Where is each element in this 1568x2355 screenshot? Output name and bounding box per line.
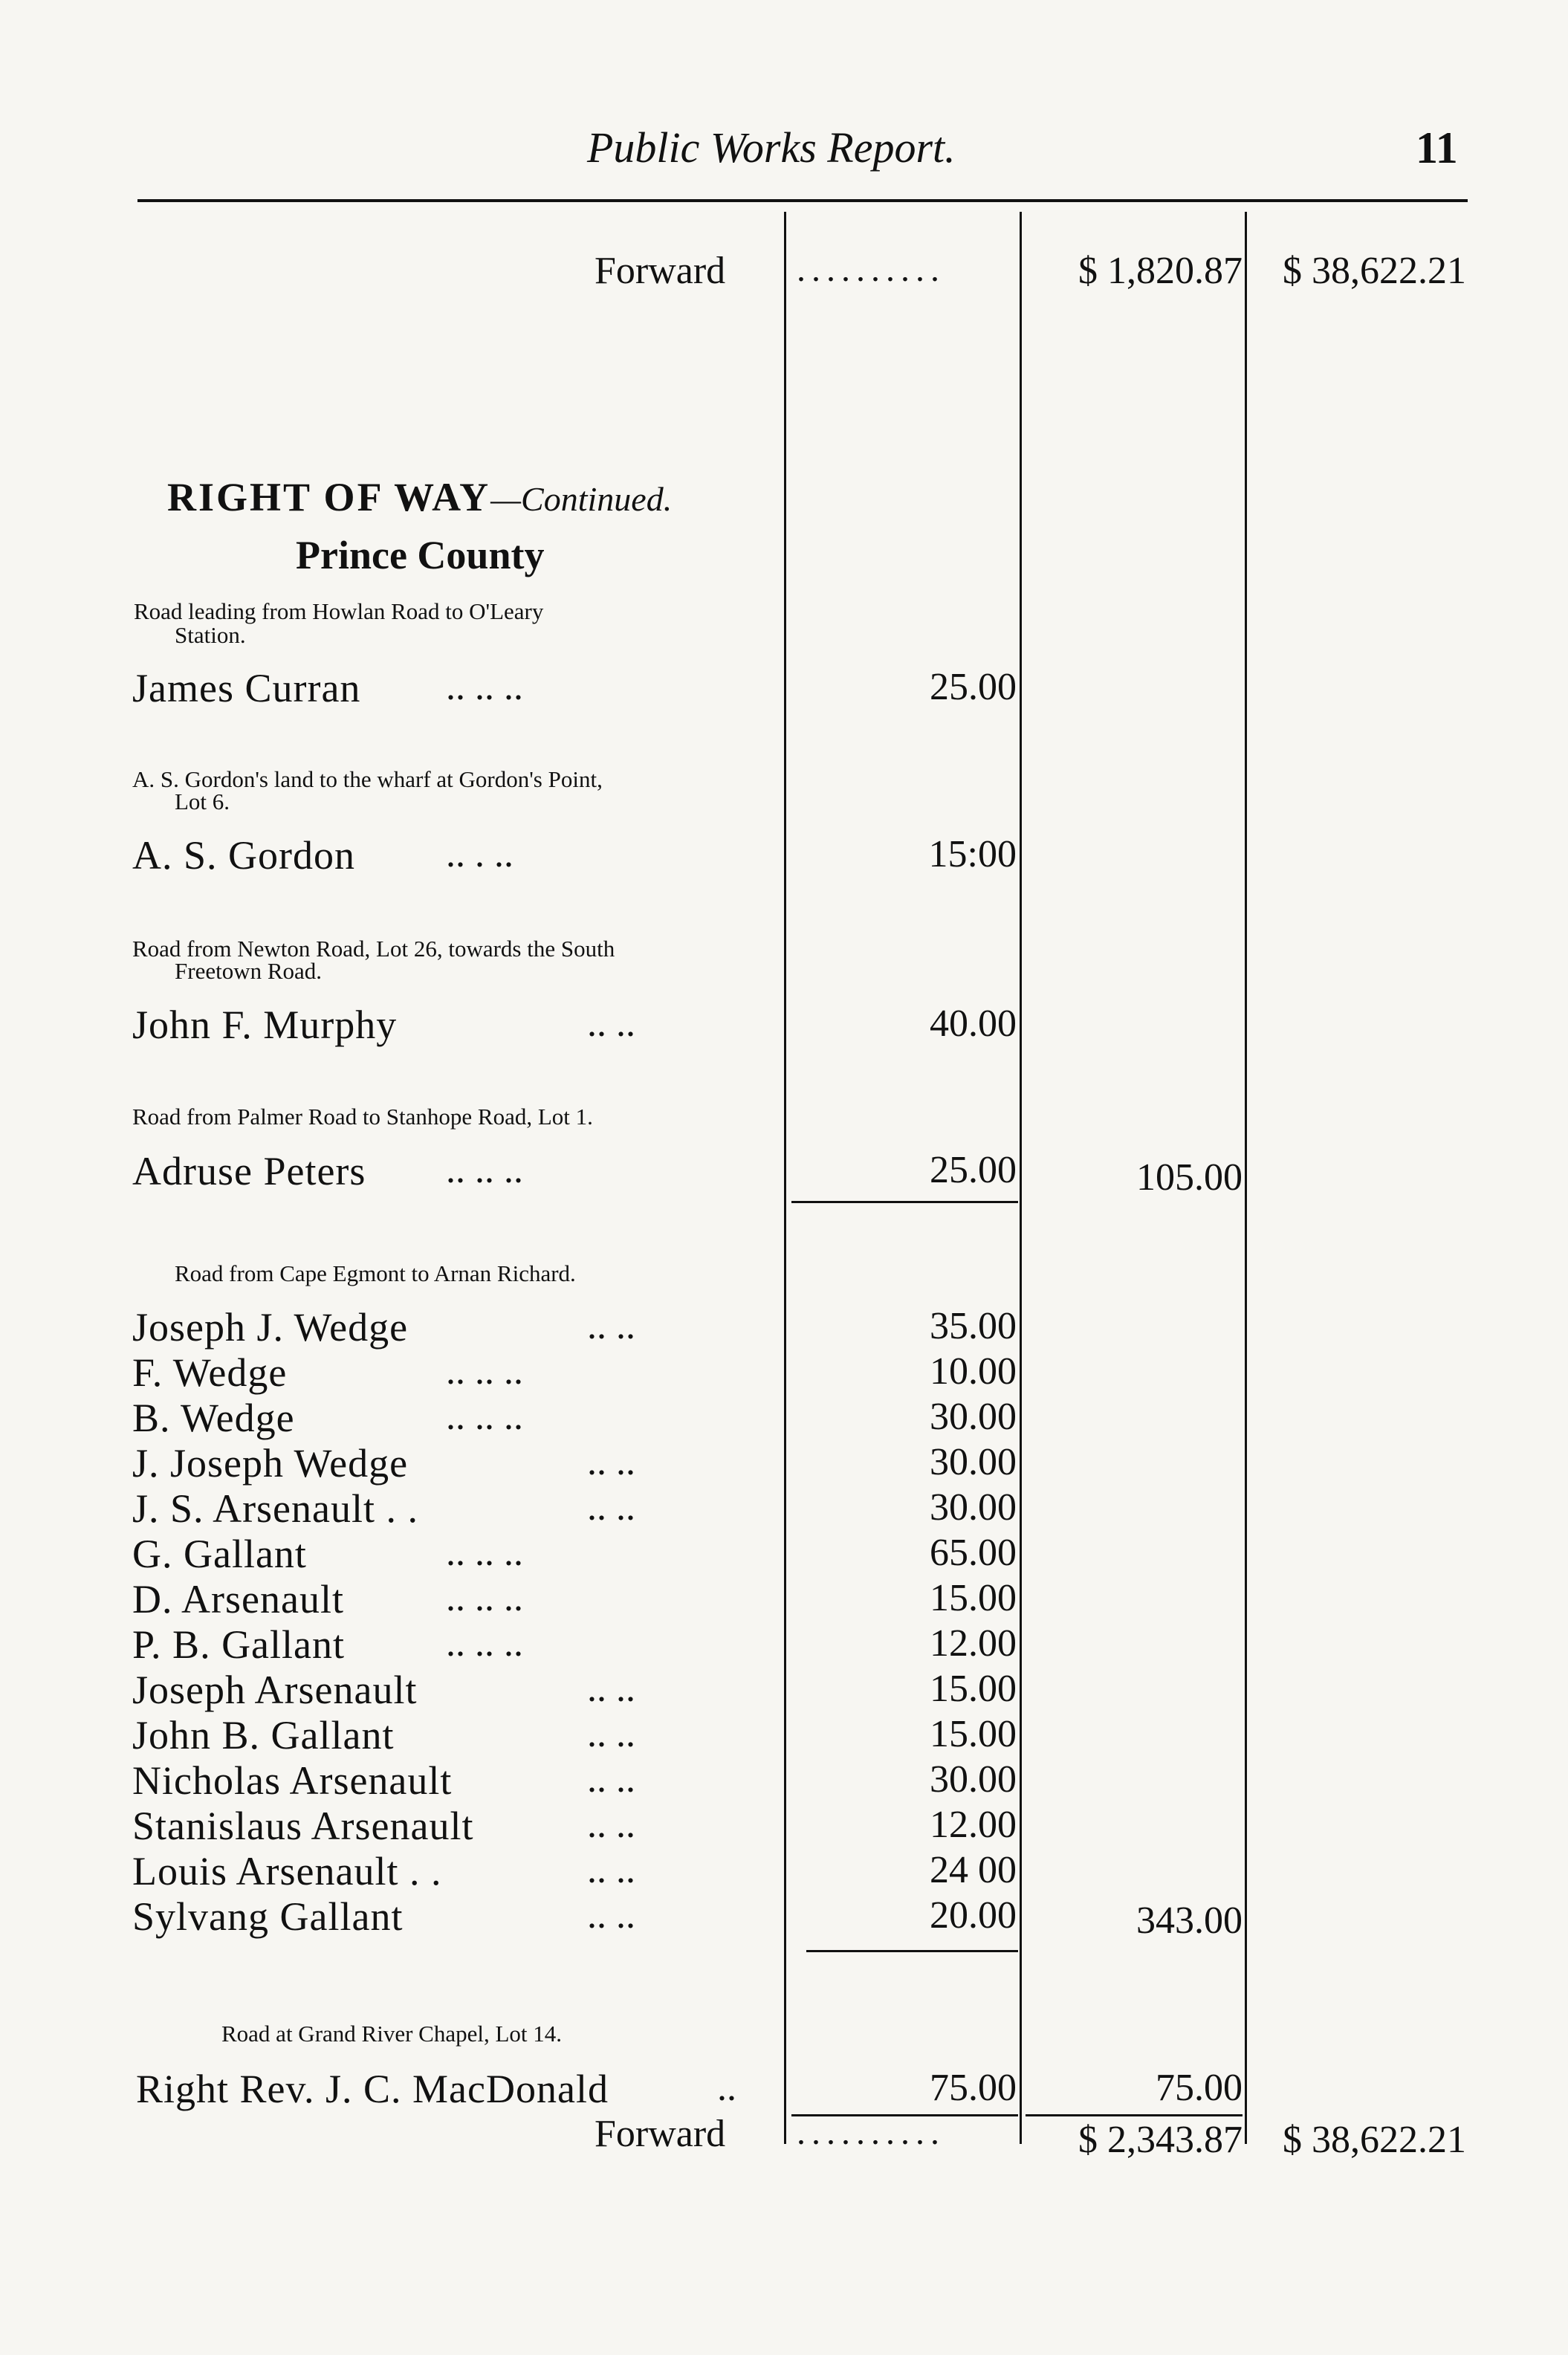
forward-top-col3: $ 38,622.21 bbox=[1283, 250, 1466, 292]
entry-amount: 15.00 bbox=[930, 1668, 1017, 1710]
entry-name: D. Arsenault bbox=[132, 1577, 344, 1622]
subtotal-rule bbox=[791, 1201, 1018, 1203]
county-title: Prince County bbox=[296, 533, 545, 577]
entry-leader: .. .. .. bbox=[446, 1396, 523, 1438]
entry-name: Nicholas Arsenault bbox=[132, 1758, 453, 1803]
entry-name: John B. Gallant bbox=[132, 1713, 395, 1758]
entry-leader: .. .. bbox=[587, 1849, 635, 1891]
forward-top-label: Forward bbox=[595, 250, 726, 292]
group-3-desc-line-2: Freetown Road. bbox=[175, 958, 323, 984]
group-6-desc-line-1: Road at Grand River Chapel, Lot 14. bbox=[221, 2021, 563, 2047]
entry-amount: 20.00 bbox=[930, 1894, 1017, 1937]
entry-amount: 15.00 bbox=[930, 1713, 1017, 1755]
entry-name: P. B. Gallant bbox=[132, 1622, 346, 1667]
entry-leader: .. .. bbox=[587, 1002, 635, 1045]
entry-name: F. Wedge bbox=[132, 1350, 288, 1395]
entry-amount: 40.00 bbox=[930, 1002, 1017, 1045]
forward-top-col2: $ 1,820.87 bbox=[1078, 250, 1243, 292]
entry-amount: 10.00 bbox=[930, 1350, 1017, 1393]
forward-bottom-label: Forward bbox=[595, 2113, 726, 2155]
entry-name: G. Gallant bbox=[132, 1532, 307, 1576]
entry-leader: .. .. bbox=[587, 1804, 635, 1846]
entry-leader: .. .. .. bbox=[446, 1577, 523, 1619]
entry-name: Stanislaus Arsenault bbox=[132, 1804, 474, 1848]
entry-name: Joseph Arsenault bbox=[132, 1668, 418, 1712]
entry-leader: .. .. .. bbox=[446, 1532, 523, 1574]
entry-amount: 75.00 bbox=[930, 2067, 1017, 2109]
entry-leader: .. .. bbox=[587, 1894, 635, 1937]
group-2-desc-line-1: A. S. Gordon's land to the wharf at Gordon's Point, bbox=[132, 766, 603, 792]
column-rule-right bbox=[1245, 212, 1247, 2144]
entry-amount: 30.00 bbox=[930, 1486, 1017, 1529]
entry-name: J. S. Arsenault . . bbox=[132, 1486, 419, 1531]
entry-name: Joseph J. Wedge bbox=[132, 1305, 409, 1350]
page-header-title: Public Works Report. bbox=[587, 123, 956, 172]
entry-name: Louis Arsenault . . bbox=[132, 1849, 442, 1894]
group-1-desc-line-2: Station. bbox=[175, 622, 246, 648]
entry-amount: 12.00 bbox=[930, 1622, 1017, 1665]
section-title bbox=[167, 474, 672, 520]
forward-bottom-col3: $ 38,622.21 bbox=[1283, 2119, 1466, 2161]
entry-leader: .. .. .. bbox=[446, 666, 523, 708]
entry-name: B. Wedge bbox=[132, 1396, 295, 1440]
group-3-desc-line-1: Road from Newton Road, Lot 26, towards the South bbox=[132, 936, 615, 962]
entry-amount: 12.00 bbox=[930, 1804, 1017, 1846]
group-6-subtotal: 75.00 bbox=[1156, 2067, 1243, 2109]
entry-name: Adruse Peters bbox=[132, 1149, 366, 1193]
forward-top-leader: .......... bbox=[797, 250, 945, 289]
entry-amount: 30.00 bbox=[930, 1758, 1017, 1801]
entry-name: Sylvang Gallant bbox=[132, 1894, 404, 1939]
entry-leader: .. .. bbox=[587, 1668, 635, 1710]
entry-leader: .. .. .. bbox=[446, 1622, 523, 1665]
group-4-subtotal: 105.00 bbox=[1136, 1156, 1243, 1199]
page-number: 11 bbox=[1416, 123, 1458, 172]
entry-leader: .. bbox=[717, 2067, 736, 2109]
forward-bottom-leader: .......... bbox=[797, 2113, 945, 2152]
entry-amount: 15:00 bbox=[928, 833, 1017, 875]
entry-leader: .. .. .. bbox=[446, 1350, 523, 1393]
entry-amount: 30.00 bbox=[930, 1396, 1017, 1438]
group-2-desc-line-2: Lot 6. bbox=[175, 788, 230, 814]
entry-amount: 25.00 bbox=[930, 666, 1017, 708]
subtotal-rule bbox=[1026, 2114, 1243, 2116]
section-title-dash: — bbox=[490, 480, 522, 518]
entry-leader: .. .. bbox=[587, 1486, 635, 1529]
entry-name: J. Joseph Wedge bbox=[132, 1441, 409, 1486]
entry-amount: 15.00 bbox=[930, 1577, 1017, 1619]
column-rule-middle bbox=[1020, 212, 1022, 2144]
entry-leader: .. .. bbox=[587, 1758, 635, 1801]
entry-leader: .. .. bbox=[587, 1441, 635, 1483]
entry-amount: 24 00 bbox=[930, 1849, 1017, 1891]
entry-leader: .. . .. bbox=[446, 833, 514, 875]
forward-bottom-col2: $ 2,343.87 bbox=[1078, 2119, 1243, 2161]
section-title-text: RIGHT OF WAY bbox=[167, 475, 491, 519]
header-rule bbox=[137, 199, 1468, 202]
entry-amount: 65.00 bbox=[930, 1532, 1017, 1574]
group-4-desc-line-1: Road from Palmer Road to Stanhope Road, Lot 1. bbox=[132, 1104, 593, 1130]
entry-leader: .. .. bbox=[587, 1305, 635, 1347]
entry-leader: .. .. bbox=[587, 1713, 635, 1755]
entry-amount: 35.00 bbox=[930, 1305, 1017, 1347]
entry-amount: 30.00 bbox=[930, 1441, 1017, 1483]
entry-amount: 25.00 bbox=[930, 1149, 1017, 1191]
column-rule-left bbox=[784, 212, 786, 2144]
entry-name: Right Rev. J. C. MacDonald bbox=[136, 2067, 609, 2111]
entry-leader: .. .. .. bbox=[446, 1149, 523, 1191]
group-5-subtotal: 343.00 bbox=[1136, 1899, 1243, 1942]
subtotal-rule bbox=[806, 1950, 1018, 1952]
group-1-desc-line-1: Road leading from Howlan Road to O'Leary bbox=[134, 598, 544, 624]
entry-name: John F. Murphy bbox=[132, 1002, 398, 1047]
section-title-continued: Continued. bbox=[521, 480, 673, 518]
group-5-desc-line-1: Road from Cape Egmont to Arnan Richard. bbox=[175, 1260, 576, 1286]
entry-name: A. S. Gordon bbox=[132, 833, 356, 878]
entry-name: James Curran bbox=[132, 666, 361, 710]
